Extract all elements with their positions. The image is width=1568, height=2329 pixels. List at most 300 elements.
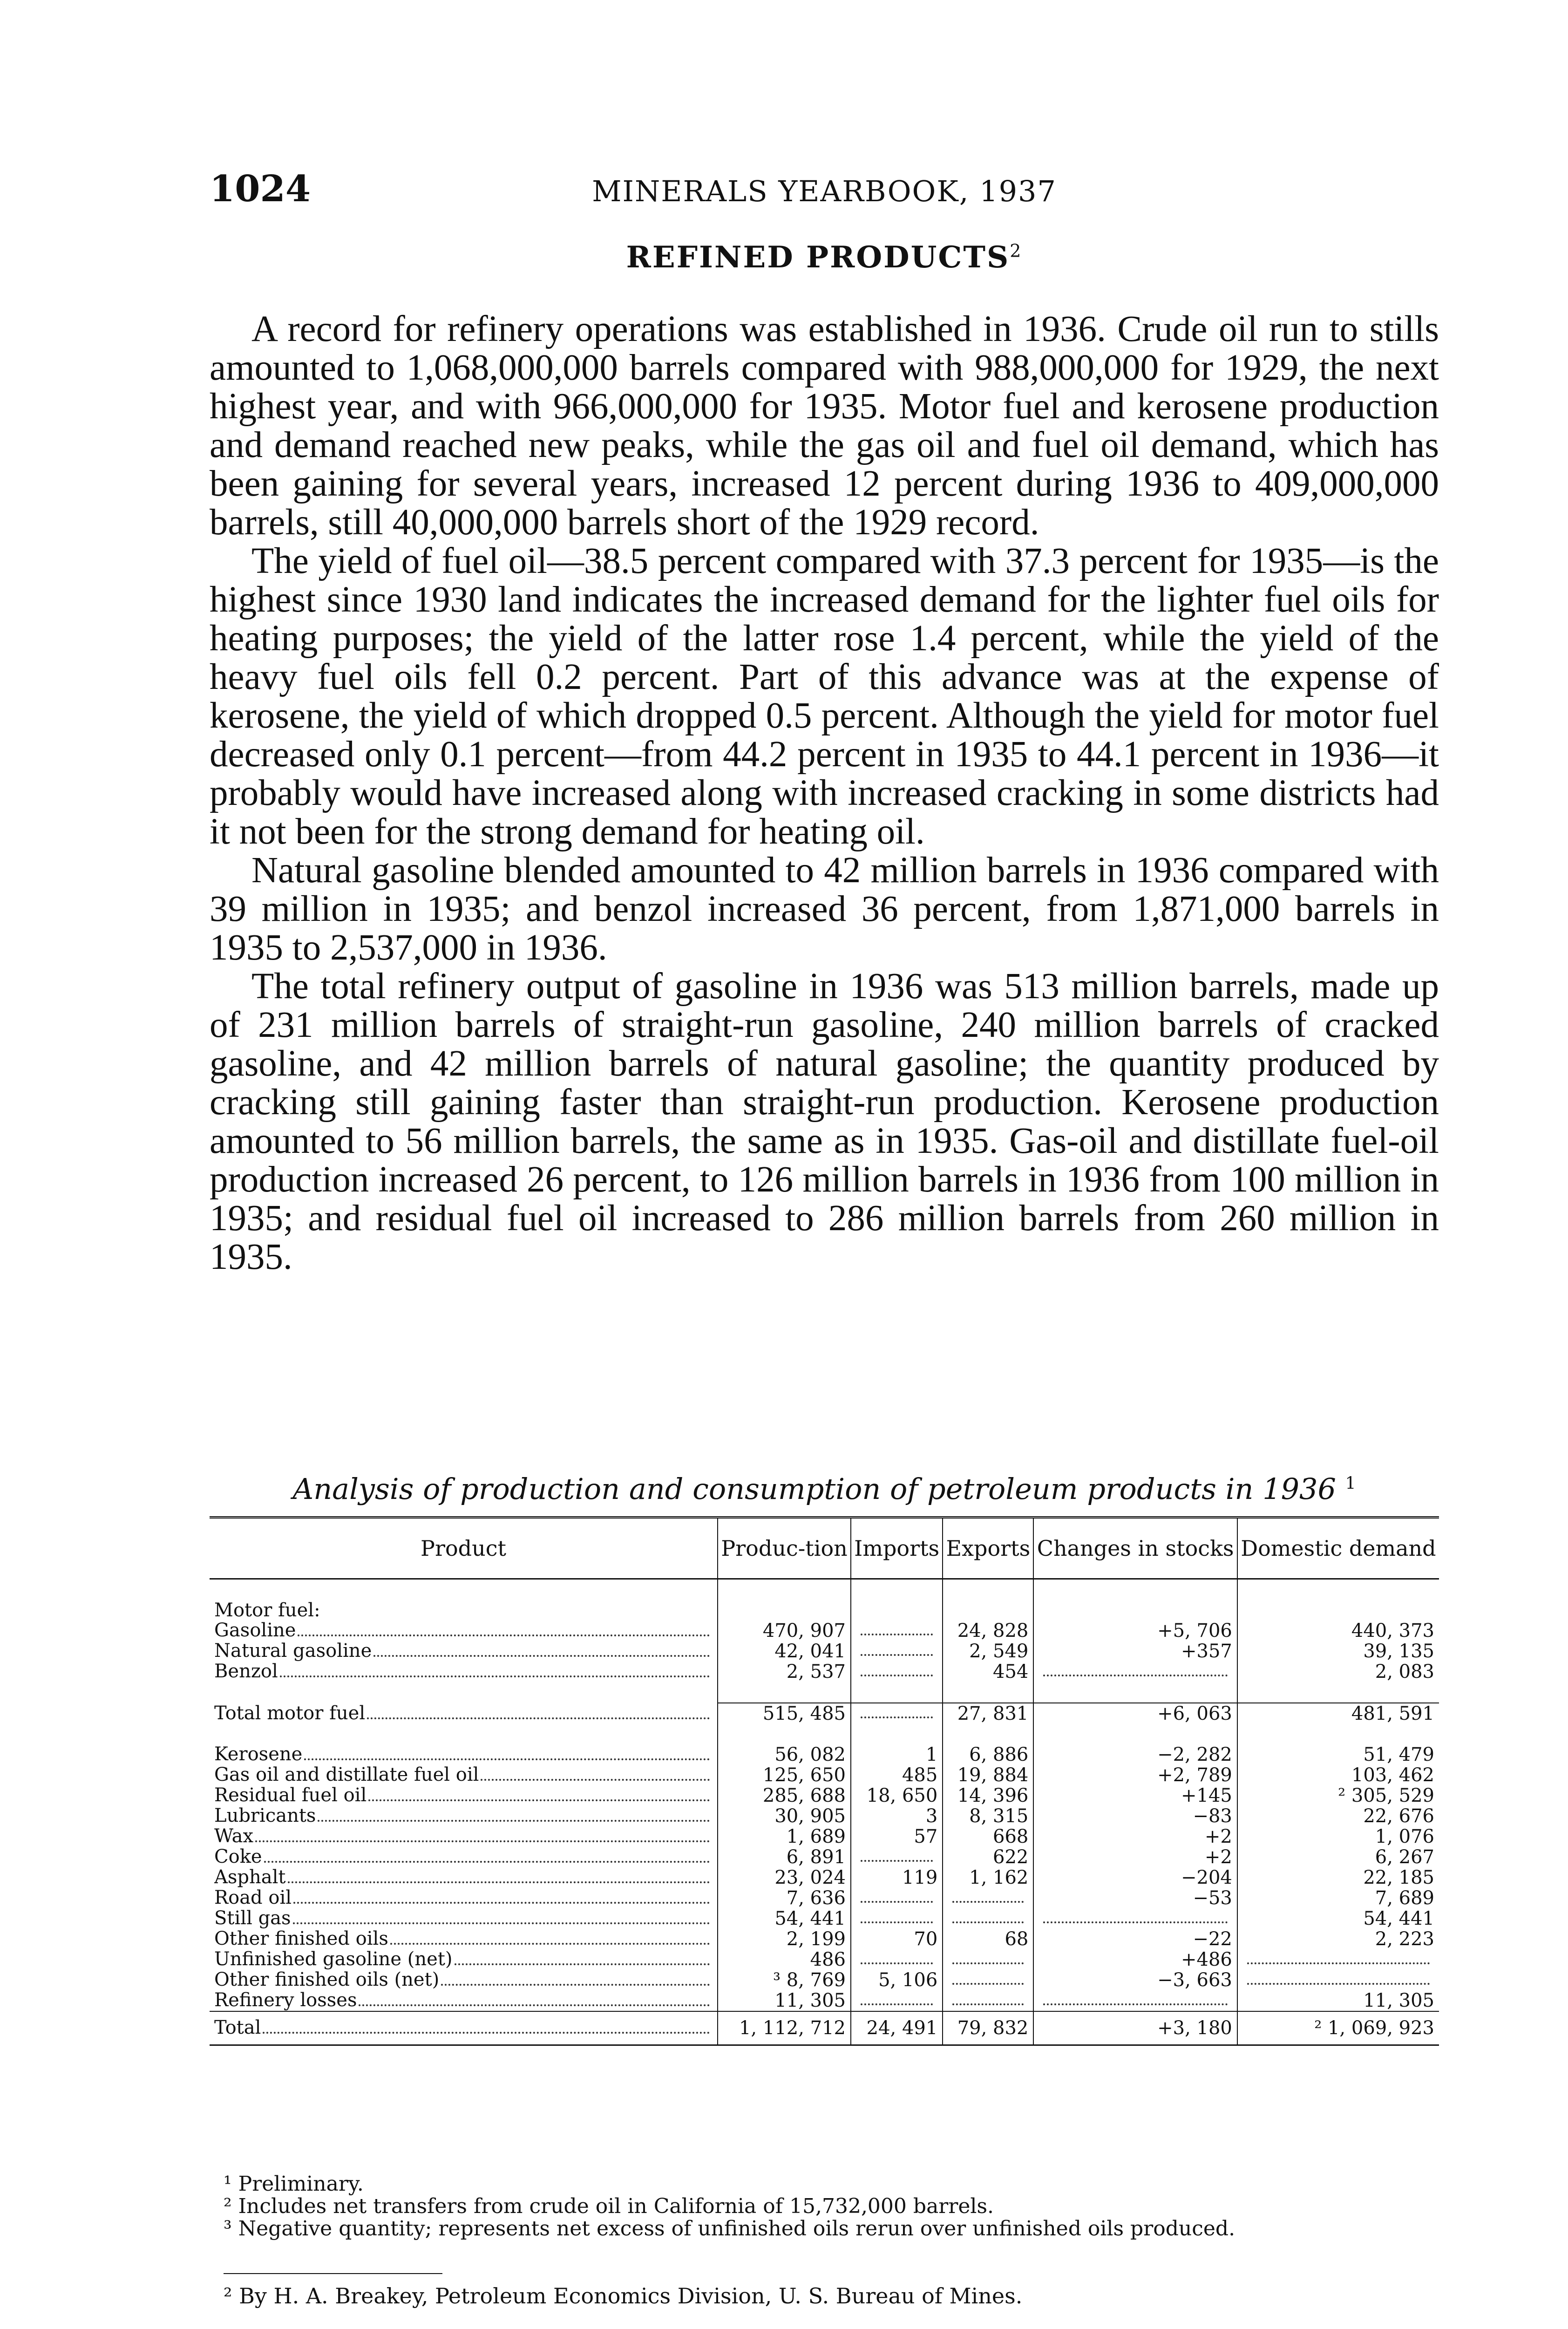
value-text: 119 bbox=[902, 1867, 938, 1888]
value-text: ³ 8, 769 bbox=[773, 1969, 846, 1991]
value-text: 2, 223 bbox=[1375, 1928, 1434, 1950]
value-cell bbox=[1033, 1847, 1237, 1867]
value-text: 56, 082 bbox=[774, 1744, 846, 1765]
product-cell bbox=[210, 1908, 718, 1929]
value-cell bbox=[1237, 1929, 1439, 1949]
value-text: 2, 537 bbox=[786, 1661, 846, 1682]
value-text: 1, 076 bbox=[1375, 1826, 1434, 1847]
value-text: 6, 891 bbox=[786, 1846, 846, 1868]
value-cell bbox=[943, 1888, 1033, 1908]
empty-leader bbox=[1247, 1950, 1430, 1964]
value-cell bbox=[851, 1621, 943, 1641]
value-cell bbox=[1237, 1826, 1439, 1847]
page-header bbox=[210, 168, 1439, 210]
table-body bbox=[210, 1579, 1439, 2045]
value-cell bbox=[1237, 1703, 1439, 1724]
body-text bbox=[210, 310, 1439, 1276]
value-cell bbox=[943, 1765, 1033, 1785]
spacer-cell bbox=[210, 1682, 718, 1703]
value-text: 103, 462 bbox=[1351, 1764, 1434, 1786]
table-row bbox=[210, 1826, 1439, 1847]
value-cell bbox=[851, 1908, 943, 1929]
value-cell bbox=[851, 1867, 943, 1888]
value-cell bbox=[1033, 1949, 1237, 1970]
value-text: 3 bbox=[925, 1805, 938, 1827]
product-label: Coke bbox=[214, 1847, 262, 1867]
value-text: 39, 135 bbox=[1363, 1641, 1434, 1662]
value-cell bbox=[1033, 1703, 1237, 1724]
value-text: 18, 650 bbox=[866, 1785, 938, 1806]
product-label: Benzol bbox=[214, 1662, 278, 1682]
spacer-cell bbox=[943, 1724, 1033, 1744]
column-header: Exports bbox=[943, 1518, 1033, 1579]
leader-dots bbox=[367, 1717, 710, 1719]
value-cell bbox=[718, 2011, 851, 2045]
value-cell bbox=[851, 2011, 943, 2045]
leader-dots bbox=[280, 1675, 710, 1677]
spacer-cell bbox=[718, 1579, 851, 1600]
product-cell bbox=[210, 1990, 718, 2011]
paragraph: Natural gasoline blended amounted to 42 million barrels in 1936 compared with 39 million in 1935; and benzol increased 36 percent, from 1,871,000 barrels in 1935 to 2,537,000 in 1936. bbox=[210, 850, 1439, 968]
value-text: 70 bbox=[914, 1928, 938, 1950]
spacer-row bbox=[210, 1579, 1439, 1600]
empty-leader bbox=[952, 1991, 1024, 2005]
paragraph: A record for refinery operations was established in 1936. Crude oil run to stills amounted to 1,068,000,000 barrels compared with 988,000,000 for 1929, the next highest year, and with 966,000,000 for 1935. Motor fuel and kerosene production and demand reached new peaks, while the gas oil and fuel oil demand, which has been gaining for several years, increased 12 percent during 1936 to 409,000,000 barrels, still 40,000,000 barrels short of the 1929 record. bbox=[210, 309, 1439, 543]
spacer-cell bbox=[718, 1682, 851, 1703]
value-text: 5, 106 bbox=[878, 1969, 938, 1991]
empty-leader bbox=[861, 1621, 933, 1635]
value-text: ² 305, 529 bbox=[1338, 1785, 1434, 1806]
value-cell bbox=[1237, 1785, 1439, 1806]
value-cell bbox=[718, 1806, 851, 1826]
product-leader bbox=[214, 1888, 713, 1908]
value-cell bbox=[1033, 1888, 1237, 1908]
value-text: 68 bbox=[1005, 1928, 1029, 1950]
analysis-table-container bbox=[210, 1516, 1439, 2046]
table-row bbox=[210, 1888, 1439, 1908]
spacer-cell bbox=[210, 1724, 718, 1744]
value-text: 6, 267 bbox=[1375, 1846, 1434, 1868]
product-leader bbox=[214, 1621, 713, 1641]
product-cell bbox=[210, 1888, 718, 1908]
value-text: +486 bbox=[1181, 1949, 1232, 1970]
value-cell bbox=[851, 1785, 943, 1806]
product-leader bbox=[214, 1703, 713, 1724]
product-label: Residual fuel oil bbox=[214, 1785, 367, 1806]
product-leader bbox=[214, 1970, 713, 1990]
table-row bbox=[210, 1867, 1439, 1888]
value-cell bbox=[943, 1929, 1033, 1949]
table-row bbox=[210, 1621, 1439, 1641]
value-cell bbox=[1033, 1806, 1237, 1826]
value-cell bbox=[1237, 1641, 1439, 1662]
value-text: 11, 305 bbox=[774, 1990, 846, 2011]
leader-dots bbox=[293, 1902, 710, 1904]
spacer-cell bbox=[1033, 1724, 1237, 1744]
value-cell bbox=[1033, 1929, 1237, 1949]
value-cell bbox=[943, 1847, 1033, 1867]
value-text: ² 1, 069, 923 bbox=[1314, 2017, 1434, 2039]
table-row bbox=[210, 1662, 1439, 1682]
value-cell bbox=[851, 1806, 943, 1826]
column-header: Changes in stocks bbox=[1033, 1518, 1237, 1579]
value-cell bbox=[1033, 1990, 1237, 2011]
empty-leader bbox=[1043, 1909, 1227, 1923]
table-row bbox=[210, 1765, 1439, 1785]
value-text: +2 bbox=[1204, 1826, 1232, 1847]
empty-leader bbox=[861, 1704, 933, 1718]
value-text: 27, 831 bbox=[957, 1703, 1029, 1724]
value-cell bbox=[943, 1662, 1033, 1682]
product-cell bbox=[210, 1641, 718, 1662]
value-cell bbox=[1033, 1662, 1237, 1682]
value-cell bbox=[1237, 1990, 1439, 2011]
column-header: Imports bbox=[851, 1518, 943, 1579]
product-label: Wax bbox=[214, 1826, 254, 1847]
value-cell bbox=[1237, 1744, 1439, 1765]
value-text: 668 bbox=[993, 1826, 1029, 1847]
value-cell bbox=[718, 1847, 851, 1867]
value-cell bbox=[851, 1847, 943, 1867]
value-cell bbox=[1237, 1806, 1439, 1826]
value-cell bbox=[1237, 1662, 1439, 1682]
value-text: +6, 063 bbox=[1157, 1703, 1232, 1724]
group-heading bbox=[210, 1600, 718, 1621]
table-row bbox=[210, 1641, 1439, 1662]
leader-dots bbox=[298, 1634, 710, 1636]
value-cell bbox=[1237, 2011, 1439, 2045]
value-text: 24, 491 bbox=[866, 2017, 938, 2039]
leader-dots bbox=[263, 2032, 710, 2034]
value-text: 51, 479 bbox=[1363, 1744, 1434, 1765]
spacer-cell bbox=[851, 1682, 943, 1703]
value-cell bbox=[1033, 1641, 1237, 1662]
leader-dots bbox=[293, 1922, 710, 1924]
product-label: Total motor fuel bbox=[214, 1703, 366, 1724]
spacer-cell bbox=[1237, 1600, 1439, 1621]
product-cell bbox=[210, 1826, 718, 1847]
value-cell bbox=[943, 1908, 1033, 1929]
value-cell bbox=[943, 1641, 1033, 1662]
product-leader bbox=[214, 1908, 713, 1929]
value-cell bbox=[718, 1662, 851, 1682]
value-text: 7, 636 bbox=[786, 1887, 846, 1909]
value-text: 2, 083 bbox=[1375, 1661, 1434, 1682]
product-leader bbox=[214, 1806, 713, 1826]
empty-leader bbox=[1043, 1662, 1227, 1676]
product-cell bbox=[210, 1703, 718, 1724]
paragraph: The yield of fuel oil—38.5 percent compared with 37.3 percent for 1935—is the highest since 1930 land indicates the increased demand for the lighter fuel oils for heating purposes; the yield of the latter rose 1.4 percent, while the yield of the heavy fuel oils fell 0.2 percent. Part of this advance was at the expense of kerosene, the yield of which dropped 0.5 percent. Although the yield for motor fuel decreased only 0.1 percent—from 44.2 percent in 1935 to 44.1 percent in 1936—it probably would have increased along with increased cracking in some districts had it not been for the strong demand for heating oil. bbox=[210, 541, 1439, 852]
value-cell bbox=[718, 1621, 851, 1641]
value-text: 440, 373 bbox=[1351, 1620, 1434, 1641]
table-row bbox=[210, 1847, 1439, 1867]
leader-dots bbox=[455, 1963, 710, 1965]
leader-dots bbox=[304, 1758, 710, 1760]
product-label: Unfinished gasoline (net) bbox=[214, 1949, 453, 1970]
empty-leader bbox=[861, 1642, 933, 1656]
value-text: −53 bbox=[1193, 1887, 1232, 1909]
product-cell bbox=[210, 2011, 718, 2045]
value-text: 515, 485 bbox=[762, 1703, 846, 1724]
value-text: +5, 706 bbox=[1157, 1620, 1232, 1641]
value-cell bbox=[1033, 1765, 1237, 1785]
value-text: 2, 199 bbox=[786, 1928, 846, 1950]
value-cell bbox=[718, 1765, 851, 1785]
value-cell bbox=[851, 1826, 943, 1847]
value-cell bbox=[943, 2011, 1033, 2045]
product-label: Other finished oils (net) bbox=[214, 1970, 440, 1990]
value-cell bbox=[718, 1929, 851, 1949]
value-cell bbox=[1033, 1826, 1237, 1847]
value-text: 622 bbox=[993, 1846, 1029, 1868]
leader-dots bbox=[359, 2004, 710, 2006]
value-cell bbox=[1237, 1621, 1439, 1641]
value-cell bbox=[1237, 1847, 1439, 1867]
product-label: Natural gasoline bbox=[214, 1641, 372, 1662]
empty-leader bbox=[861, 1991, 933, 2005]
leader-dots bbox=[441, 1984, 710, 1986]
value-text: 30, 905 bbox=[774, 1805, 846, 1827]
value-cell bbox=[718, 1949, 851, 1970]
value-text: +357 bbox=[1181, 1641, 1232, 1662]
value-text: 22, 185 bbox=[1363, 1867, 1434, 1888]
empty-leader bbox=[952, 1971, 1024, 1985]
column-header: Product bbox=[210, 1518, 718, 1579]
value-text: 11, 305 bbox=[1363, 1990, 1434, 2011]
value-text: 22, 676 bbox=[1363, 1805, 1434, 1827]
spacer-cell bbox=[1033, 1579, 1237, 1600]
product-leader bbox=[214, 1867, 713, 1888]
value-text: +2 bbox=[1204, 1846, 1232, 1868]
table-caption-footnote: 1 bbox=[1345, 1474, 1356, 1493]
value-cell bbox=[718, 1908, 851, 1929]
value-cell bbox=[1033, 1908, 1237, 1929]
product-leader bbox=[214, 1641, 713, 1662]
spacer-cell bbox=[851, 1724, 943, 1744]
value-cell bbox=[1033, 1744, 1237, 1765]
value-text: +145 bbox=[1181, 1785, 1232, 1806]
value-text: +3, 180 bbox=[1157, 2017, 1232, 2039]
spacer-cell bbox=[1033, 1682, 1237, 1703]
leader-dots bbox=[368, 1799, 710, 1801]
product-label: Gas oil and distillate fuel oil bbox=[214, 1765, 479, 1785]
product-label: Asphalt bbox=[214, 1867, 286, 1888]
product-cell bbox=[210, 1929, 718, 1949]
value-cell bbox=[943, 1949, 1033, 1970]
table-row bbox=[210, 1990, 1439, 2011]
table-row bbox=[210, 1703, 1439, 1724]
value-text: 470, 907 bbox=[762, 1620, 846, 1641]
value-cell bbox=[1033, 2011, 1237, 2045]
product-label: Gasoline bbox=[214, 1621, 296, 1641]
product-cell bbox=[210, 1970, 718, 1990]
empty-leader bbox=[861, 1889, 933, 1903]
leader-dots bbox=[390, 1943, 710, 1945]
product-cell bbox=[210, 1806, 718, 1826]
table-row bbox=[210, 1908, 1439, 1929]
value-cell bbox=[851, 1744, 943, 1765]
value-cell bbox=[718, 1888, 851, 1908]
value-cell bbox=[1033, 1970, 1237, 1990]
value-cell bbox=[851, 1970, 943, 1990]
leader-dots bbox=[481, 1779, 710, 1781]
product-leader bbox=[214, 1847, 713, 1867]
value-cell bbox=[943, 1621, 1033, 1641]
value-cell bbox=[718, 1641, 851, 1662]
spacer-cell bbox=[1033, 1600, 1237, 1621]
product-cell bbox=[210, 1949, 718, 1970]
empty-leader bbox=[1247, 1971, 1430, 1985]
group-heading-text: Motor fuel: bbox=[214, 1600, 320, 1621]
analysis-table bbox=[210, 1516, 1439, 2046]
value-text: −204 bbox=[1181, 1867, 1232, 1888]
spacer-cell bbox=[210, 1579, 718, 1600]
value-cell bbox=[851, 1990, 943, 2011]
empty-leader bbox=[861, 1909, 933, 1923]
spacer-cell bbox=[1237, 1682, 1439, 1703]
product-cell bbox=[210, 1867, 718, 1888]
value-text: 1, 689 bbox=[786, 1826, 846, 1847]
value-cell bbox=[718, 1867, 851, 1888]
value-cell bbox=[851, 1949, 943, 1970]
value-cell bbox=[718, 1703, 851, 1724]
product-leader bbox=[214, 1744, 713, 1765]
value-text: 1 bbox=[925, 1744, 938, 1765]
spacer-row bbox=[210, 1682, 1439, 1703]
value-cell bbox=[1237, 1765, 1439, 1785]
spacer-cell bbox=[1237, 1724, 1439, 1744]
value-cell bbox=[851, 1641, 943, 1662]
value-cell bbox=[1033, 1867, 1237, 1888]
value-text: −22 bbox=[1193, 1928, 1232, 1950]
value-text: 6, 886 bbox=[969, 1744, 1029, 1765]
spacer-row bbox=[210, 1724, 1439, 1744]
leader-dots bbox=[255, 1840, 710, 1842]
value-text: 8, 315 bbox=[969, 1805, 1029, 1827]
value-cell bbox=[851, 1662, 943, 1682]
value-cell bbox=[1237, 1949, 1439, 1970]
value-cell bbox=[943, 1744, 1033, 1765]
product-leader bbox=[214, 1662, 713, 1682]
empty-leader bbox=[861, 1950, 933, 1964]
product-label: Still gas bbox=[214, 1908, 291, 1929]
value-cell bbox=[1237, 1867, 1439, 1888]
empty-leader bbox=[952, 1950, 1024, 1964]
product-leader bbox=[214, 1765, 713, 1785]
value-cell bbox=[1237, 1970, 1439, 1990]
value-cell bbox=[943, 1826, 1033, 1847]
product-leader bbox=[214, 1990, 713, 2011]
value-text: 42, 041 bbox=[774, 1641, 846, 1662]
value-text: 125, 650 bbox=[762, 1764, 846, 1786]
value-text: 54, 441 bbox=[1363, 1908, 1434, 1929]
leader-dots bbox=[264, 1861, 710, 1863]
column-header: Produc-tion bbox=[718, 1518, 851, 1579]
product-cell bbox=[210, 1662, 718, 1682]
value-cell bbox=[718, 1990, 851, 2011]
value-cell bbox=[943, 1970, 1033, 1990]
spacer-cell bbox=[851, 1600, 943, 1621]
table-header-row bbox=[210, 1518, 1439, 1579]
value-text: −2, 282 bbox=[1157, 1744, 1232, 1765]
value-cell bbox=[851, 1929, 943, 1949]
product-leader bbox=[214, 1929, 713, 1949]
spacer-cell bbox=[851, 1579, 943, 1600]
section-title bbox=[210, 240, 1439, 275]
table-row bbox=[210, 2011, 1439, 2045]
value-text: 454 bbox=[993, 1661, 1029, 1682]
leader-dots bbox=[373, 1655, 710, 1657]
value-text: 2, 549 bbox=[969, 1641, 1029, 1662]
table-row bbox=[210, 1929, 1439, 1949]
column-header: Domestic demand bbox=[1237, 1518, 1439, 1579]
value-cell bbox=[1033, 1785, 1237, 1806]
value-text: 285, 688 bbox=[762, 1785, 846, 1806]
value-text: 1, 162 bbox=[969, 1867, 1029, 1888]
product-label: Other finished oils bbox=[214, 1929, 388, 1949]
product-label: Lubricants bbox=[214, 1806, 316, 1826]
footnote: ¹ Preliminary. bbox=[224, 2172, 364, 2196]
running-head: MINERALS YEARBOOK, 1937 bbox=[592, 174, 1057, 208]
table-caption-text: Analysis of production and consumption of petroleum products in 1936 bbox=[292, 1472, 1336, 1506]
empty-leader bbox=[1043, 1991, 1227, 2005]
value-text: 19, 884 bbox=[957, 1764, 1029, 1786]
table-row bbox=[210, 1744, 1439, 1765]
section-title-text: REFINED PRODUCTS bbox=[626, 240, 1010, 275]
value-text: 24, 828 bbox=[957, 1620, 1029, 1641]
spacer-cell bbox=[718, 1600, 851, 1621]
product-cell bbox=[210, 1621, 718, 1641]
value-cell bbox=[943, 1703, 1033, 1724]
value-cell bbox=[1033, 1621, 1237, 1641]
leader-dots bbox=[318, 1820, 710, 1822]
value-text: 7, 689 bbox=[1375, 1887, 1434, 1909]
product-leader bbox=[214, 2018, 713, 2038]
value-text: 486 bbox=[810, 1949, 846, 1970]
value-text: 79, 832 bbox=[957, 2017, 1029, 2039]
spacer-cell bbox=[943, 1682, 1033, 1703]
product-label: Kerosene bbox=[214, 1744, 303, 1765]
value-cell bbox=[718, 1970, 851, 1990]
table-row bbox=[210, 1970, 1439, 1990]
footnotes bbox=[210, 2173, 1439, 2240]
product-leader bbox=[214, 1826, 713, 1847]
product-label: Road oil bbox=[214, 1888, 292, 1908]
value-text: 23, 024 bbox=[774, 1867, 846, 1888]
footnote: ³ Negative quantity; represents net excess of unfinished oils rerun over unfinished oils produced. bbox=[224, 2217, 1235, 2240]
spacer-cell bbox=[943, 1579, 1033, 1600]
spacer-cell bbox=[943, 1600, 1033, 1621]
value-cell bbox=[1237, 1888, 1439, 1908]
leader-dots bbox=[288, 1881, 710, 1883]
value-cell bbox=[718, 1744, 851, 1765]
value-text: −83 bbox=[1193, 1805, 1232, 1827]
table-row bbox=[210, 1949, 1439, 1970]
value-cell bbox=[851, 1765, 943, 1785]
value-cell bbox=[943, 1990, 1033, 2011]
value-text: 481, 591 bbox=[1351, 1703, 1434, 1724]
value-cell bbox=[943, 1867, 1033, 1888]
author-footnote bbox=[210, 2273, 1439, 2309]
product-cell bbox=[210, 1744, 718, 1765]
paragraph: The total refinery output of gasoline in 1936 was 513 million barrels, made up of 231 million barrels of straight-run gasoline, 240 million barrels of cracked gasoline, and 42 million barrels of natural gasoline; the quantity produced by cracking still gaining faster than straight-run production. Kerosene production amounted to 56 million barrels, the same as in 1935. Gas-oil and distillate fuel-oil production increased 26 percent, to 126 million barrels in 1936 from 100 million in 1935; and residual fuel oil increased to 286 million barrels from 260 million in 1935. bbox=[210, 966, 1439, 1277]
table-row bbox=[210, 1785, 1439, 1806]
value-text: 485 bbox=[902, 1764, 938, 1786]
value-text: 54, 441 bbox=[774, 1908, 846, 1929]
value-cell bbox=[851, 1888, 943, 1908]
section-title-footnote: 2 bbox=[1010, 240, 1023, 261]
author-footnote-text: ² By H. A. Breakey, Petroleum Economics Division, U. S. Bureau of Mines. bbox=[224, 2283, 1023, 2309]
